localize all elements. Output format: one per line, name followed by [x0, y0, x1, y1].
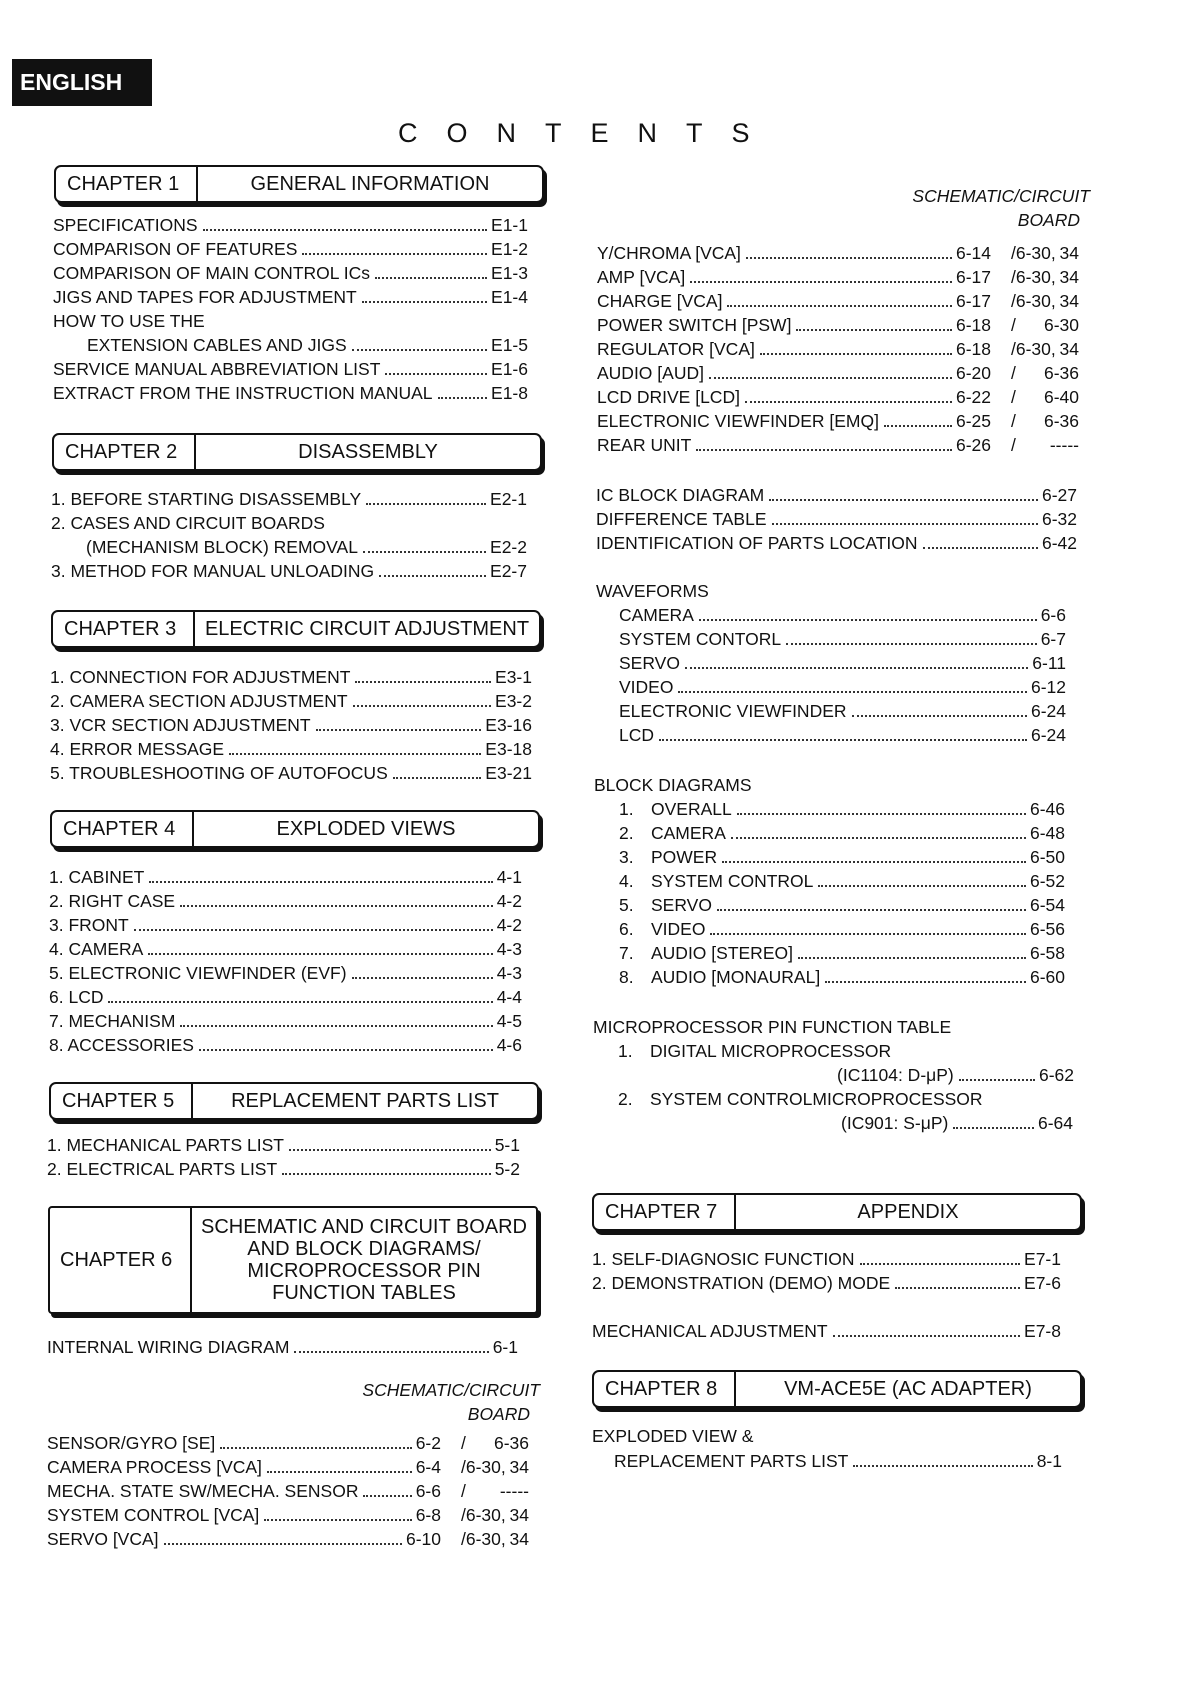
toc-entry-label: 2. CASES AND CIRCUIT BOARDS — [51, 513, 325, 533]
list-number: 2. — [618, 1089, 633, 1109]
toc-entry[interactable]: CAMERA 6-6 — [619, 605, 1066, 625]
toc-entry[interactable]: 3. VCR SECTION ADJUSTMENT E3-16 — [50, 715, 532, 735]
toc-entry[interactable]: 2. CAMERA SECTION ADJUSTMENT E3-2 — [50, 691, 532, 711]
page-title: CONTENTS — [398, 118, 779, 148]
toc-entry[interactable]: EXTRACT FROM THE INSTRUCTION MANUAL E1-8 — [53, 383, 528, 403]
toc-entry[interactable]: CHARGE [VCA] 6-17 /6-30, 34 — [597, 291, 1079, 311]
toc-entry[interactable]: CAMERA PROCESS [VCA] 6-4 /6-30, 34 — [47, 1457, 529, 1477]
toc-entry[interactable]: 4. ERROR MESSAGE E3-18 — [50, 739, 532, 759]
toc-entry[interactable]: LCD DRIVE [LCD] 6-22 / 6-40 — [597, 387, 1079, 407]
list-number: 2. — [619, 823, 634, 843]
chapter-title: EXPLODED VIEWS — [276, 817, 456, 840]
toc-entry[interactable]: AUDIO [MONAURAL] 6-60 — [651, 967, 1065, 987]
toc-entry[interactable]: CAMERA 6-48 — [651, 823, 1065, 843]
chapter-title: REPLACEMENT PARTS LIST — [231, 1089, 499, 1112]
toc-entry[interactable]: IC BLOCK DIAGRAM 6-27 — [596, 485, 1077, 505]
chapter-title-line: MICROPROCESSOR PIN — [247, 1260, 481, 1282]
toc-entry[interactable]: REGULATOR [VCA] 6-18 /6-30, 34 — [597, 339, 1079, 359]
chapter-number: CHAPTER 1 — [56, 167, 198, 201]
chapter-number: CHAPTER 6 — [50, 1208, 192, 1312]
toc-entry[interactable]: COMPARISON OF MAIN CONTROL ICs E1-3 — [53, 263, 528, 283]
list-number: 1. — [619, 799, 634, 819]
toc-entry[interactable]: 1. BEFORE STARTING DISASSEMBLY E2-1 — [51, 489, 527, 509]
chapter-title: DISASSEMBLY — [298, 440, 438, 463]
toc-entry[interactable]: SERVO 6-54 — [651, 895, 1065, 915]
list-number: 6. — [619, 919, 634, 939]
toc-entry-label: DIGITAL MICROPROCESSOR — [650, 1041, 892, 1061]
chapter-number: CHAPTER 7 — [594, 1195, 736, 1229]
chapter-title: GENERAL INFORMATION — [250, 172, 490, 195]
chapter-1-header — [54, 165, 544, 203]
toc-entry[interactable]: SYSTEM CONTORL 6-7 — [619, 629, 1066, 649]
toc-entry[interactable]: 4. CAMERA 4-3 — [49, 939, 522, 959]
chapter-title-line: AND BLOCK DIAGRAMS/ — [247, 1238, 481, 1260]
chapter-number: CHAPTER 5 — [51, 1084, 193, 1118]
toc-entry[interactable]: COMPARISON OF FEATURES E1-2 — [53, 239, 528, 259]
toc-entry-label: SYSTEM CONTROLMICROPROCESSOR — [650, 1089, 983, 1109]
toc-entry[interactable]: POWER SWITCH [PSW] 6-18 / 6-30 — [597, 315, 1079, 335]
toc-entry[interactable]: SERVO 6-11 — [619, 653, 1066, 673]
toc-entry[interactable]: 2. DEMONSTRATION (DEMO) MODE E7-6 — [592, 1273, 1061, 1293]
toc-entry[interactable]: OVERALL 6-46 — [651, 799, 1065, 819]
toc-entry[interactable]: (MECHANISM BLOCK) REMOVAL E2-2 — [86, 537, 527, 557]
toc-entry[interactable]: 5. TROUBLESHOOTING OF AUTOFOCUS E3-21 — [50, 763, 532, 783]
toc-entry[interactable]: REAR UNIT 6-26 / ----- — [597, 435, 1079, 455]
toc-entry[interactable]: SPECIFICATIONS E1-1 — [53, 215, 528, 235]
toc-entry[interactable]: 1. MECHANICAL PARTS LIST 5-1 — [47, 1135, 520, 1155]
toc-entry[interactable]: LCD 6-24 — [619, 725, 1066, 745]
toc-entry[interactable]: 1. CABINET 4-1 — [49, 867, 522, 887]
list-number: 1. — [618, 1041, 633, 1061]
toc-entry[interactable]: SYSTEM CONTROL [VCA] 6-8 /6-30, 34 — [47, 1505, 529, 1525]
chapter-5-header — [49, 1082, 539, 1120]
toc-entry-label: HOW TO USE THE — [53, 311, 205, 331]
schematic-header: SCHEMATIC/CIRCUIT BOARD — [912, 186, 1090, 230]
section-heading: MICROPROCESSOR PIN FUNCTION TABLE — [593, 1017, 952, 1037]
toc-entry[interactable]: 3. METHOD FOR MANUAL UNLOADING E2-7 — [51, 561, 527, 581]
chapter-title-line: FUNCTION TABLES — [272, 1282, 456, 1304]
schematic-header: SCHEMATIC/CIRCUIT BOARD — [362, 1380, 540, 1424]
chapter-title — [192, 1208, 536, 1312]
toc-entry[interactable]: SYSTEM CONTROL 6-52 — [651, 871, 1065, 891]
chapter-number: CHAPTER 4 — [52, 812, 194, 846]
list-number: 4. — [619, 871, 634, 891]
toc-entry[interactable]: (IC1104: D-μP) 6-62 — [837, 1065, 1074, 1085]
chapter-4-header — [50, 810, 540, 848]
toc-entry[interactable]: DIFFERENCE TABLE 6-32 — [596, 509, 1077, 529]
chapter-title: VM-ACE5E (AC ADAPTER) — [784, 1377, 1032, 1400]
toc-entry[interactable]: 2. ELECTRICAL PARTS LIST 5-2 — [47, 1159, 520, 1179]
toc-entry[interactable]: AUDIO [AUD] 6-20 / 6-36 — [597, 363, 1079, 383]
chapter-8-header — [592, 1370, 1082, 1408]
list-number: 3. — [619, 847, 634, 867]
chapter-title: APPENDIX — [857, 1200, 959, 1223]
toc-entry[interactable]: MECHANICAL ADJUSTMENT E7-8 — [592, 1321, 1061, 1341]
toc-entry[interactable]: IDENTIFICATION OF PARTS LOCATION 6-42 — [596, 533, 1077, 553]
section-heading: WAVEFORMS — [596, 581, 709, 601]
toc-entry[interactable]: SERVO [VCA] 6-10 /6-30, 34 — [47, 1529, 529, 1549]
chapter-number: CHAPTER 3 — [53, 612, 195, 646]
section-heading: BLOCK DIAGRAMS — [594, 775, 752, 795]
toc-entry[interactable]: ELECTRONIC VIEWFINDER [EMQ] 6-25 / 6-36 — [597, 411, 1079, 431]
chapter-number: CHAPTER 2 — [54, 435, 196, 469]
toc-entry[interactable]: SERVICE MANUAL ABBREVIATION LIST E1-6 — [53, 359, 528, 379]
chapter-title-line: SCHEMATIC AND CIRCUIT BOARD — [201, 1216, 527, 1238]
toc-entry[interactable]: 6. LCD 4-4 — [49, 987, 522, 1007]
toc-entry[interactable]: 8. ACCESSORIES 4-6 — [49, 1035, 522, 1055]
toc-entry-label: EXPLODED VIEW & — [592, 1426, 754, 1446]
toc-entry[interactable]: AUDIO [STEREO] 6-58 — [651, 943, 1065, 963]
toc-entry[interactable]: MECHA. STATE SW/MECHA. SENSOR 6-6 / ----- — [47, 1481, 529, 1501]
toc-entry[interactable]: JIGS AND TAPES FOR ADJUSTMENT E1-4 — [53, 287, 528, 307]
toc-entry[interactable]: 5. ELECTRONIC VIEWFINDER (EVF) 4-3 — [49, 963, 522, 983]
toc-entry[interactable]: POWER 6-50 — [651, 847, 1065, 867]
toc-entry[interactable]: Y/CHROMA [VCA] 6-14 /6-30, 34 — [597, 243, 1079, 263]
list-number: 5. — [619, 895, 634, 915]
chapter-number: CHAPTER 8 — [594, 1372, 736, 1406]
chapter-3-header — [51, 610, 541, 648]
toc-entry[interactable]: 7. MECHANISM 4-5 — [49, 1011, 522, 1031]
chapter-7-header — [592, 1193, 1082, 1231]
toc-entry[interactable]: SENSOR/GYRO [SE] 6-2 / 6-36 — [47, 1433, 529, 1453]
list-number: 8. — [619, 967, 634, 987]
toc-entry[interactable]: (IC901: S-μP) 6-64 — [841, 1113, 1073, 1133]
toc-entry[interactable]: 3. FRONT 4-2 — [49, 915, 522, 935]
toc-entry[interactable]: VIDEO 6-56 — [651, 919, 1065, 939]
toc-entry[interactable]: EXTENSION CABLES AND JIGS E1-5 — [87, 335, 528, 355]
chapter-title: ELECTRIC CIRCUIT ADJUSTMENT — [204, 617, 530, 640]
toc-entry[interactable]: INTERNAL WIRING DIAGRAM 6-1 — [47, 1337, 518, 1357]
toc-entry[interactable]: 1. CONNECTION FOR ADJUSTMENT E3-1 — [50, 667, 532, 687]
language-tag: ENGLISH — [12, 59, 152, 106]
toc-entry[interactable]: AMP [VCA] 6-17 /6-30, 34 — [597, 267, 1079, 287]
toc-entry[interactable]: 1. SELF-DIAGNOSIC FUNCTION E7-1 — [592, 1249, 1061, 1269]
toc-entry[interactable]: ELECTRONIC VIEWFINDER 6-24 — [619, 701, 1066, 721]
toc-entry[interactable]: 2. RIGHT CASE 4-2 — [49, 891, 522, 911]
chapter-2-header — [52, 433, 542, 471]
toc-entry[interactable]: VIDEO 6-12 — [619, 677, 1066, 697]
chapter-6-header — [48, 1206, 538, 1314]
toc-entry[interactable]: REPLACEMENT PARTS LIST 8-1 — [614, 1451, 1062, 1471]
list-number: 7. — [619, 943, 634, 963]
